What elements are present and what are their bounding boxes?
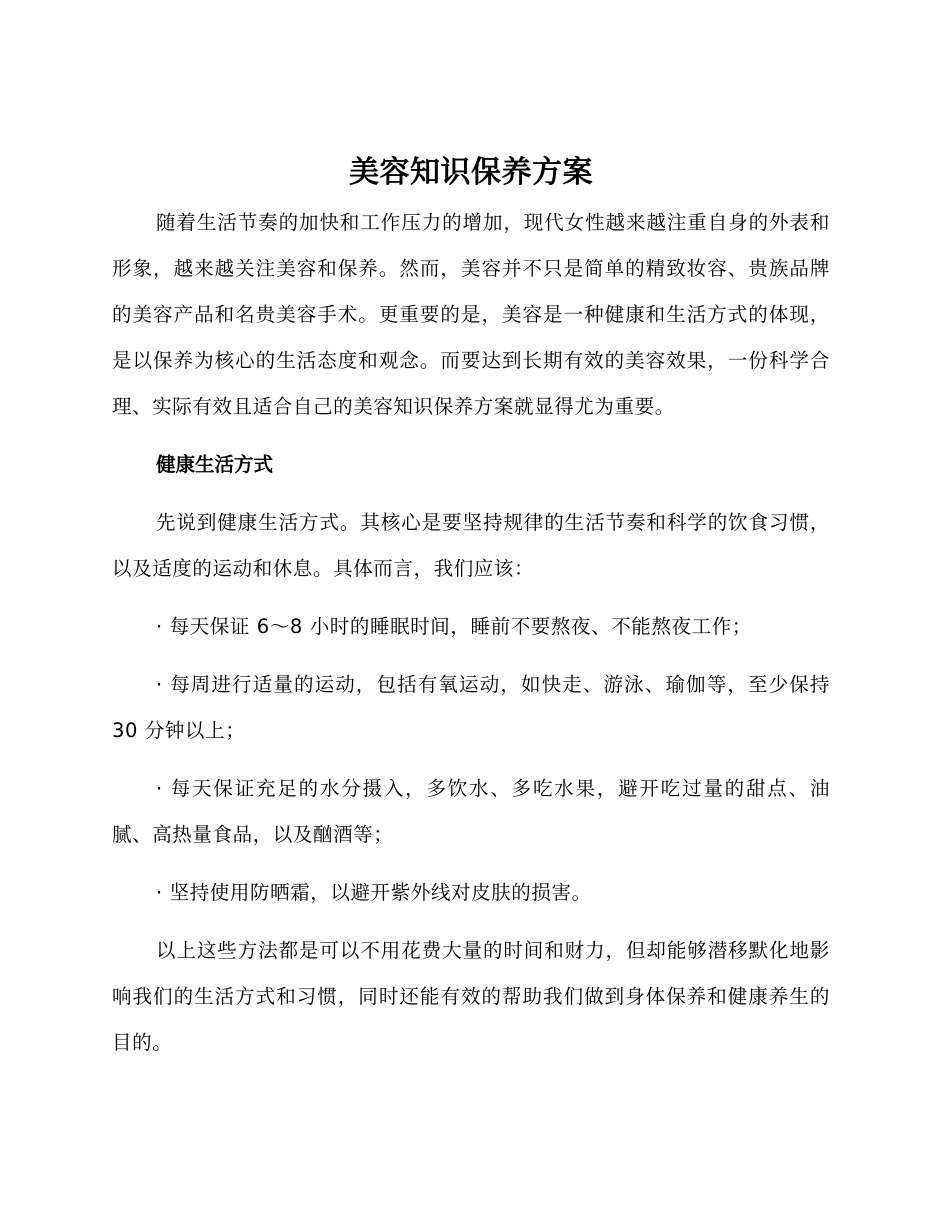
- bullet-item-sleep: · 每天保证 6～8 小时的睡眠时间，睡前不要熬夜、不能熬夜工作；: [156, 615, 752, 638]
- intro-paragraph: 随着生活节奏的加快和工作压力的增加，现代女性越来越注重自身的外表和形象，越来越关注美容和保养。然而，美容并不只是简单的精致妆容、贵族品牌的美容产品和名贵美容手术。更重要的是，美容是一种健康和生活方式的体现，是以保养为核心的生活态度和观念。而要达到长期有效的美容效果，一份科学合理、实际有效且适合自己的美容知识保养方案就显得尤为重要。: [112, 211, 830, 418]
- document-body: [112, 148, 830, 1066]
- conclusion-paragraph: 以上这些方法都是可以不用花费大量的时间和财力，但却能够潜移默化地影响我们的生活方式和习惯，同时还能有效的帮助我们做到身体保养和健康养生的目的。: [112, 939, 830, 1054]
- bullet-item-hydration: · 每天保证充足的水分摄入，多饮水、多吃水果，避开吃过量的甜点、油腻、高热量食品，以及酗酒等；: [112, 777, 830, 846]
- bullet-item-exercise: · 每周进行适量的运动，包括有氧运动，如快走、游泳、瑜伽等，至少保持 30 分钟以上；: [112, 673, 830, 742]
- section-lead-paragraph: 先说到健康生活方式。其核心是要坚持规律的生活节奏和科学的饮食习惯，以及适度的运动和休息。具体而言，我们应该：: [112, 511, 830, 580]
- section-heading-healthy-lifestyle: 健康生活方式: [156, 453, 274, 476]
- bullet-item-sunscreen: · 坚持使用防晒霜，以避开紫外线对皮肤的损害。: [156, 881, 592, 904]
- document-title: 美容知识保养方案: [349, 155, 593, 190]
